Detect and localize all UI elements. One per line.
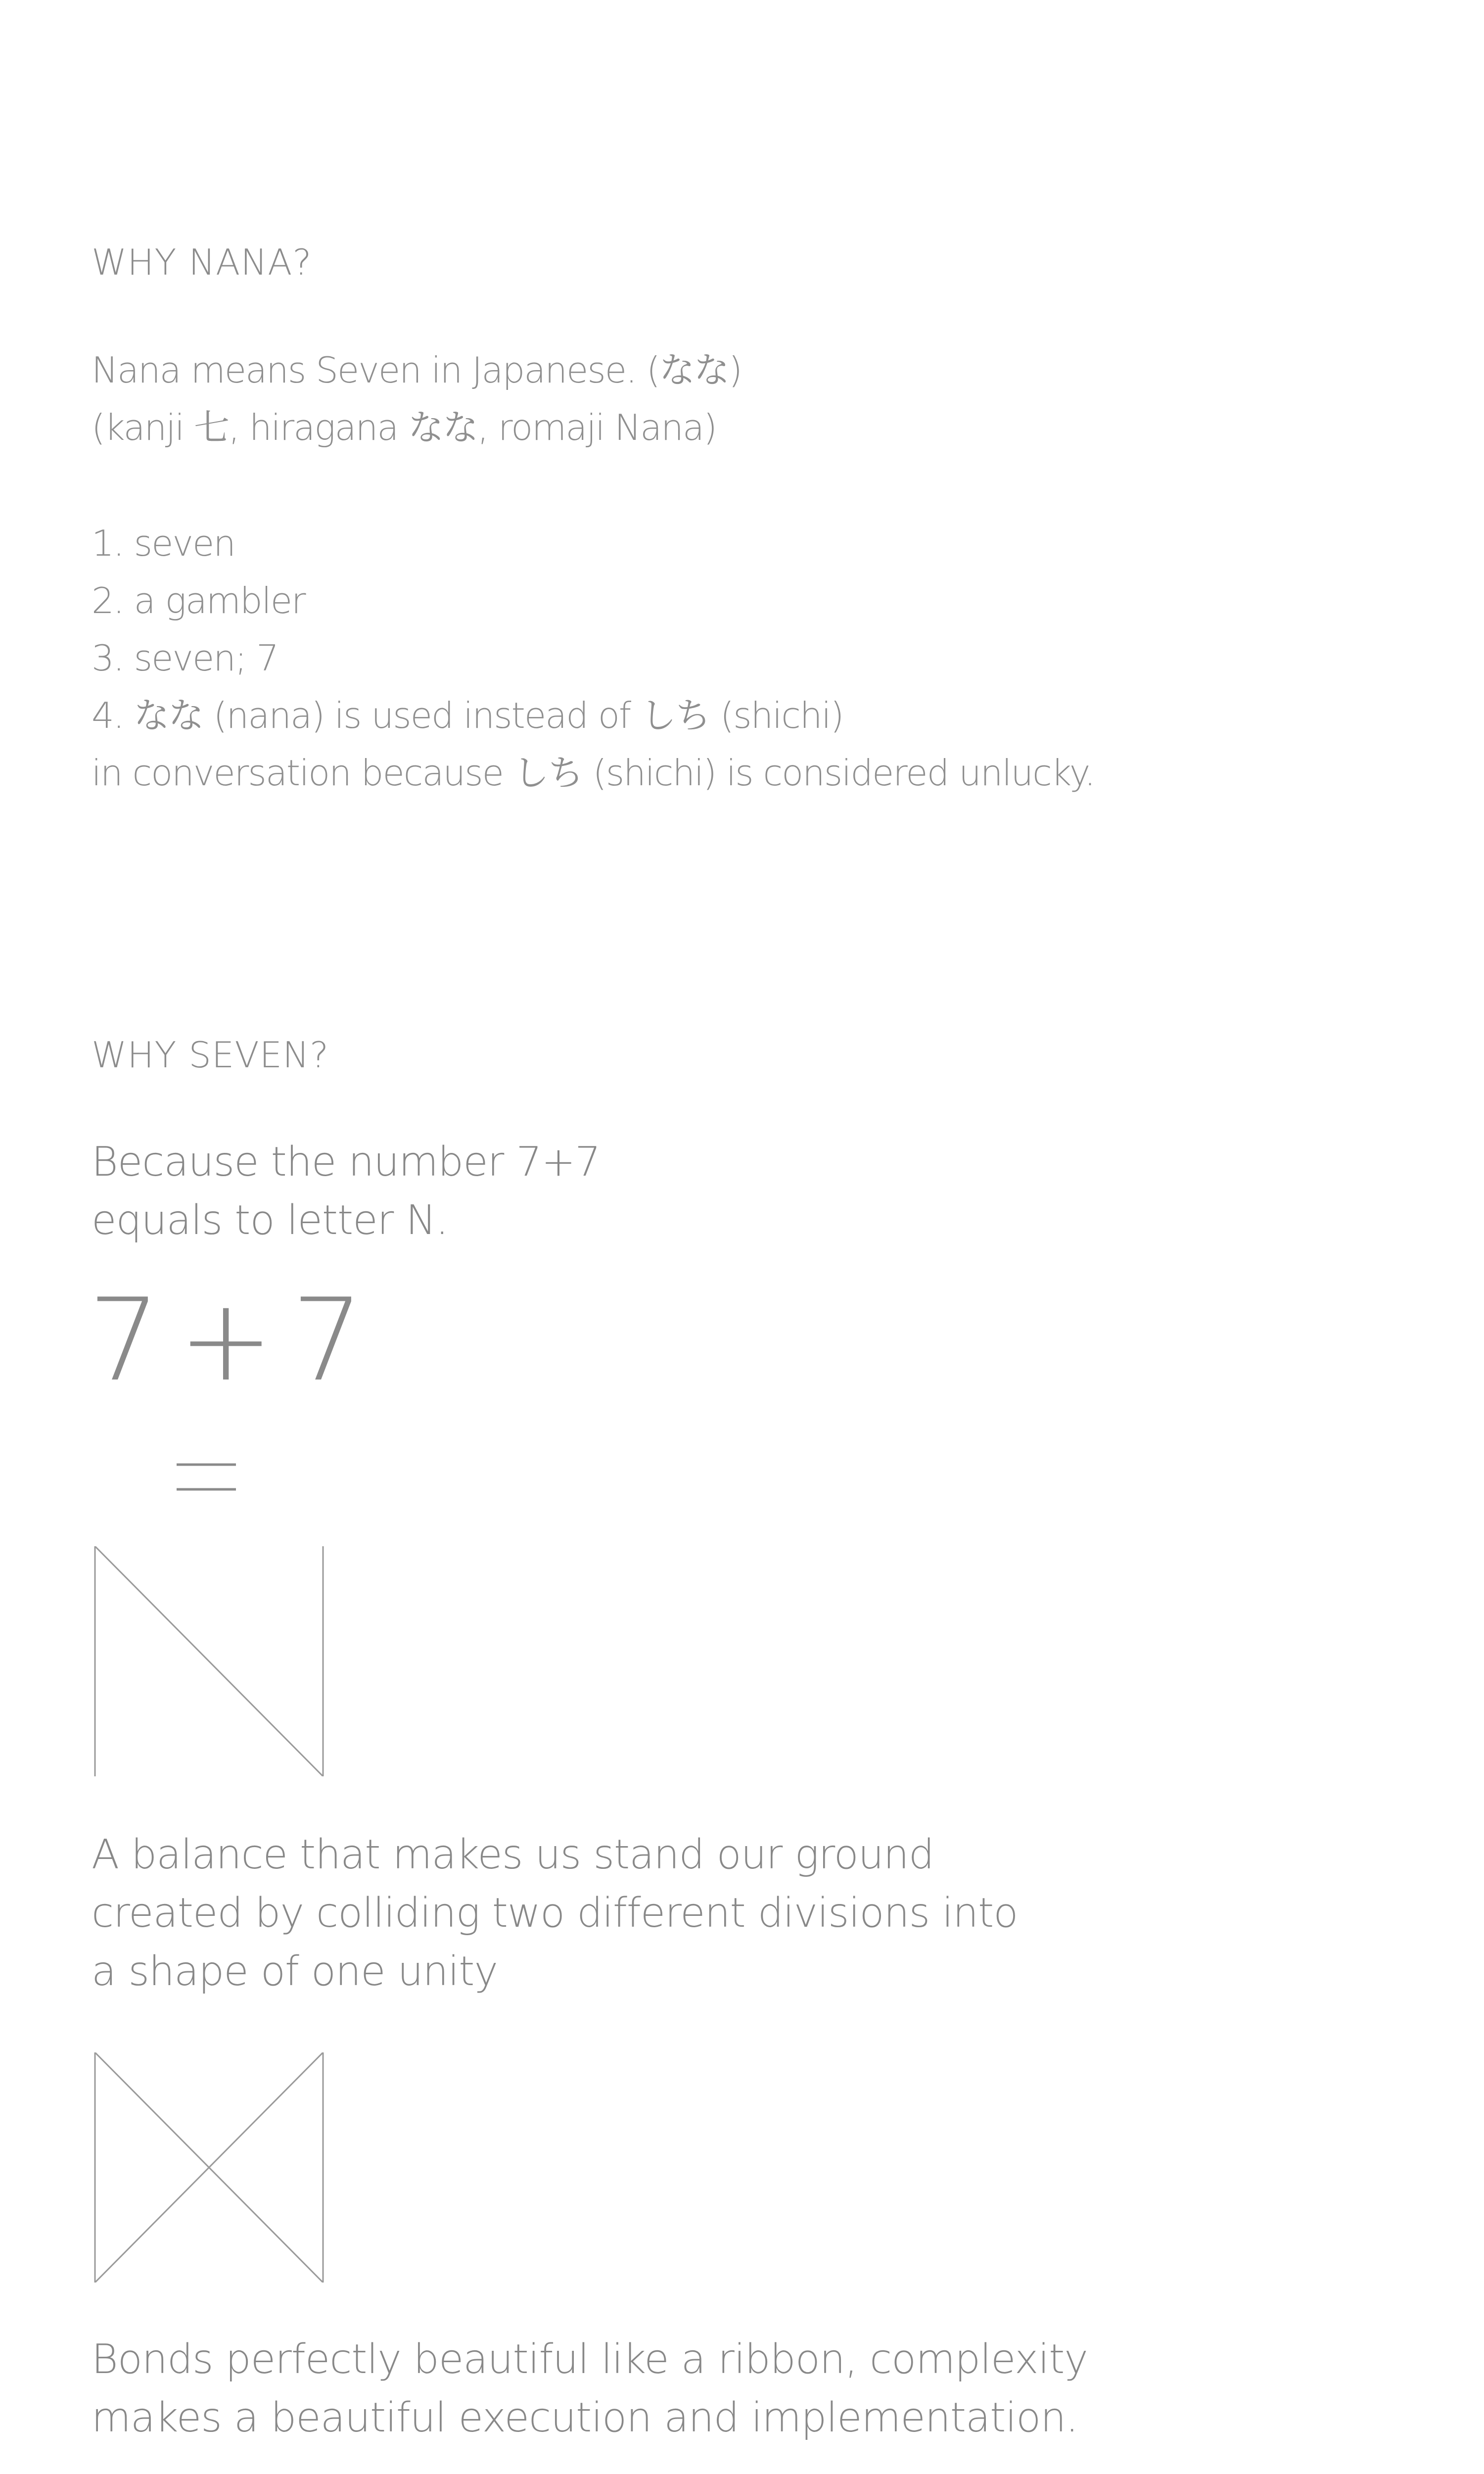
seven-plus-seven-equation [88, 1275, 364, 1407]
seven-reason-line-2: equals to letter N. [92, 1197, 448, 1244]
letter-n-icon [94, 1546, 324, 1776]
section-nana-heading: WHY NANA? [92, 241, 312, 283]
seven-reason-line-1: Because the number 7+7 [92, 1139, 601, 1186]
definition-item: 2. a gambler [92, 580, 305, 621]
seven-reason [92, 1133, 600, 1250]
ribbon-line: makes a beautiful execution and implementation. [92, 2394, 1078, 2441]
definition-item: 4. なな (nana) is used instead of しち (shichi) [92, 695, 843, 736]
definition-item: 3. seven; 7 [92, 637, 278, 679]
nana-intro-line-2: (kanji 七, hiragana なな, romaji Nana) [92, 407, 717, 448]
nana-intro-line-1: Nana means Seven in Japanese. (なな) [92, 349, 742, 391]
ribbon-paragraph [92, 2331, 1088, 2447]
balance-line: created by colliding two different divisions into [92, 1890, 1018, 1937]
nana-definition-list [92, 515, 1095, 802]
definition-item: in conversation because しち (shichi) is considered unlucky. [92, 752, 1095, 794]
section-seven-heading: WHY SEVEN? [92, 1034, 329, 1076]
equals-sign-icon [177, 1455, 236, 1499]
definition-item: 1. seven [92, 523, 235, 564]
equation-plus-operator: + [178, 1275, 274, 1407]
ribbon-line: Bonds perfectly beautiful like a ribbon, complexity [92, 2336, 1088, 2383]
ribbon-bowtie-icon [94, 2052, 324, 2283]
balance-line: A balance that makes us stand our ground [92, 1831, 934, 1878]
nana-intro [92, 341, 742, 456]
equation-right-digit: 7 [291, 1275, 364, 1407]
equation-left-digit: 7 [88, 1275, 161, 1407]
balance-line: a shape of one unity [92, 1948, 498, 1995]
balance-paragraph [92, 1826, 1018, 2001]
